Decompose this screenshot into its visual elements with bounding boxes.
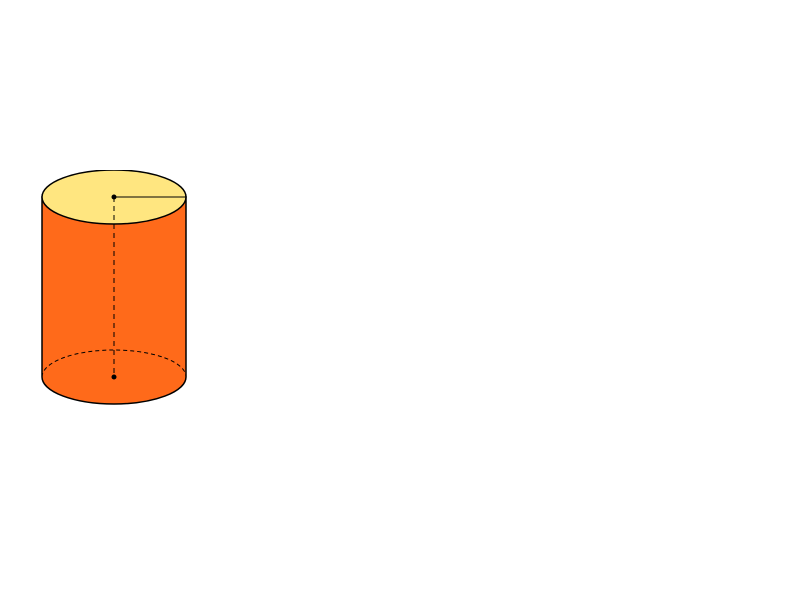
cylinder-diagram [30,170,230,420]
cylinder-top-center [112,195,117,200]
cylinder-bottom-center [112,375,117,380]
solution-step-2 [205,406,800,428]
solution-step-1 [205,372,241,393]
solution-step-3 [205,466,241,487]
